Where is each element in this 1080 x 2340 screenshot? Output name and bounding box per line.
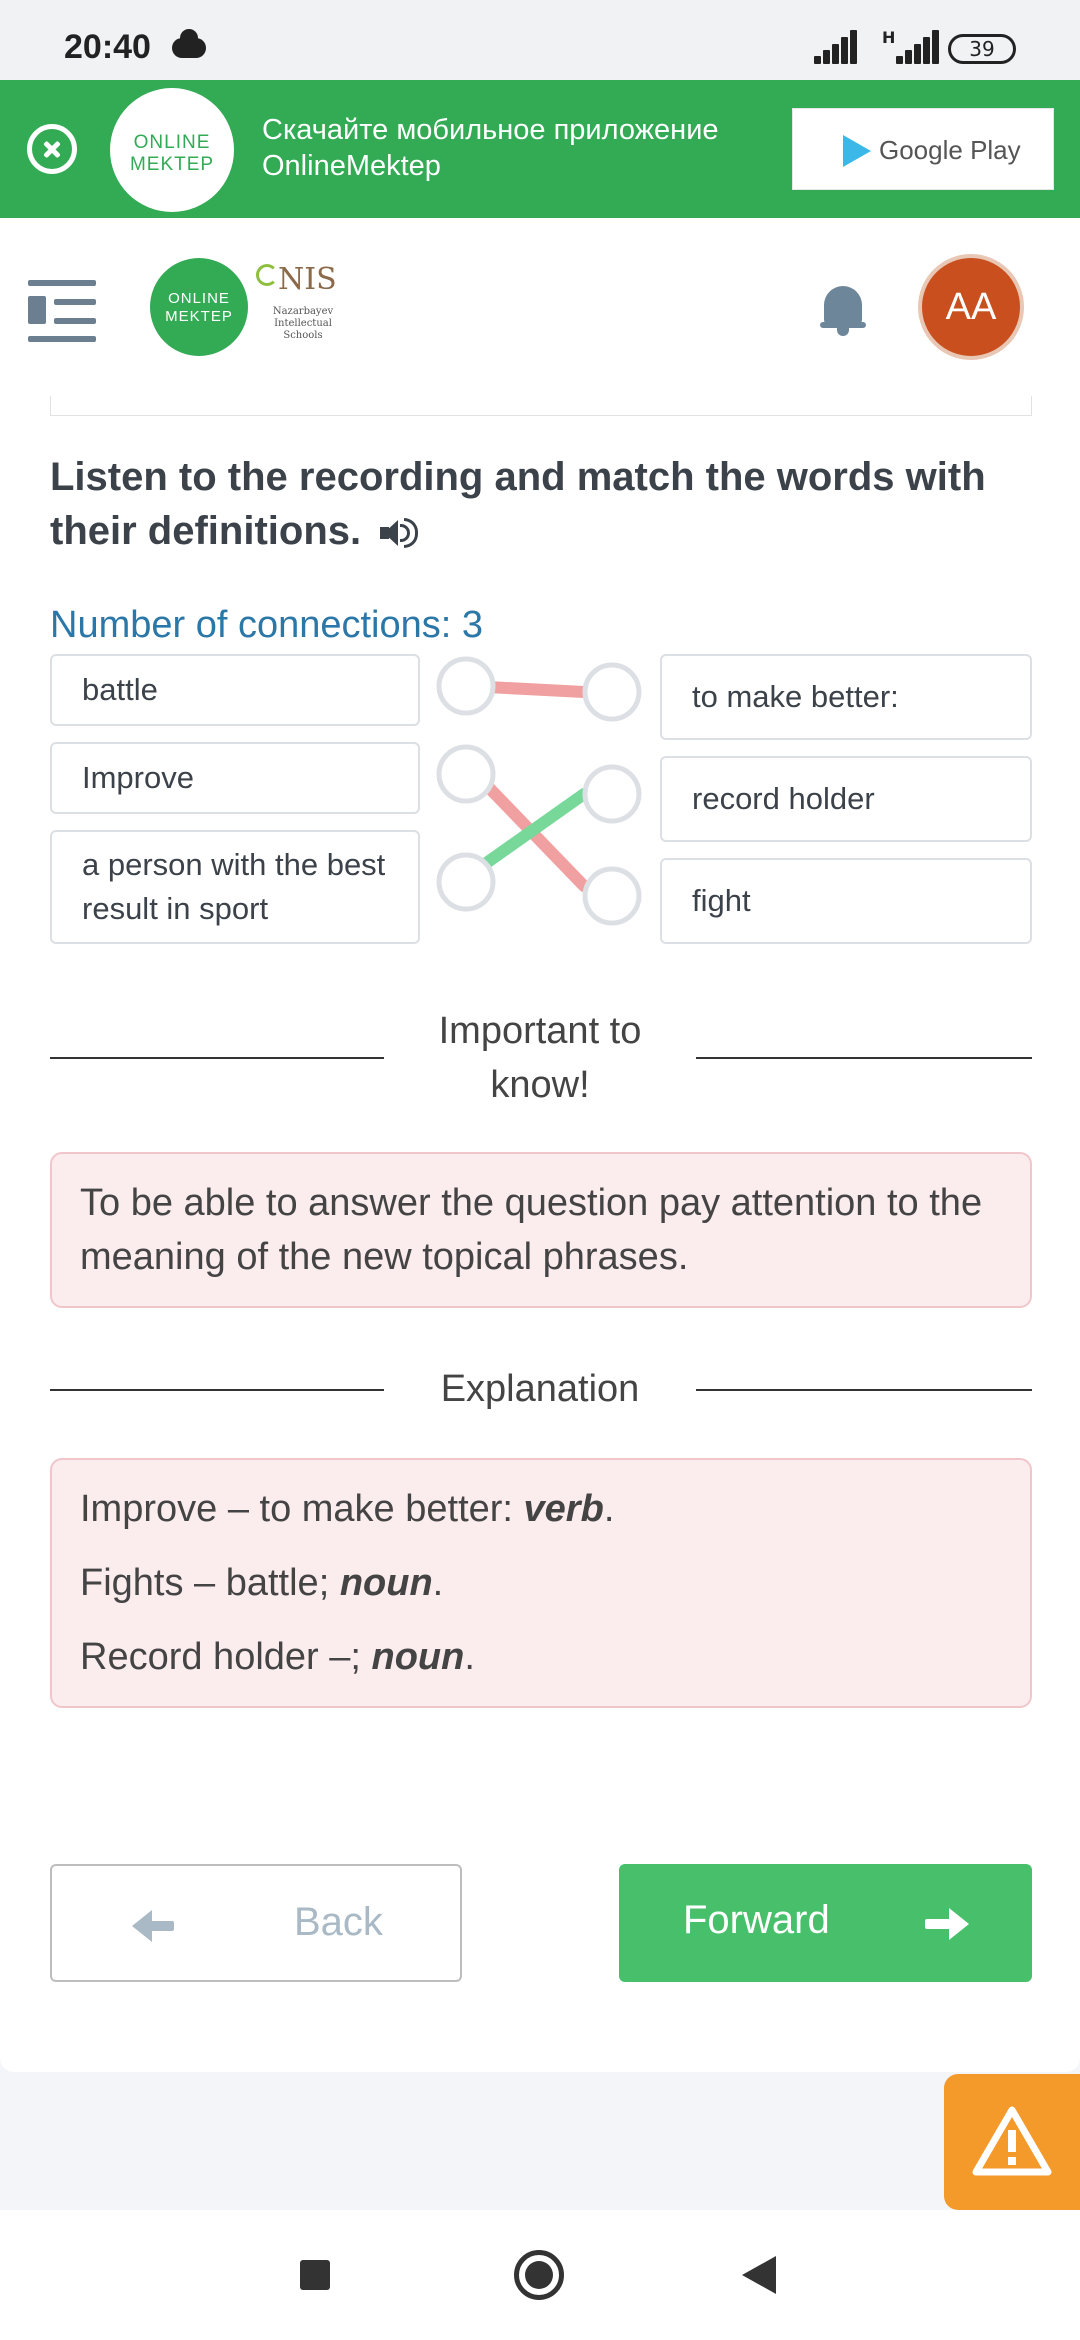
nis-subtitle: Nazarbayev Intellectual Schools	[272, 306, 334, 341]
left-item-person-best-result[interactable]: a person with the best result in sport	[50, 830, 420, 944]
left-connector-person	[439, 855, 493, 909]
speaker-icon[interactable]	[380, 518, 420, 548]
notification-bell-icon[interactable]	[820, 280, 866, 336]
onlinemektep-header-logo[interactable]	[150, 258, 248, 356]
explanation-box	[50, 1458, 1032, 1708]
right-item-record-holder[interactable]: record holder	[660, 756, 1032, 842]
battery-indicator: 39	[948, 34, 1016, 64]
divider-line-right	[696, 1057, 1032, 1059]
nis-name: NIS	[278, 262, 337, 297]
left-connector-battle	[439, 659, 493, 713]
google-play-label: Google Play	[879, 135, 1021, 165]
onlinemektep-logo	[110, 88, 234, 212]
match-connections	[420, 646, 660, 936]
home-icon[interactable]	[514, 2250, 564, 2300]
menu-icon[interactable]	[28, 280, 96, 342]
header-logo-line-1: ONLINE	[168, 290, 230, 307]
left-item-improve[interactable]: Improve	[50, 742, 420, 814]
important-text: To be able to answer the question pay attention to the meaning of the new topical phrases.	[80, 1182, 983, 1278]
forward-button-label: Forward	[683, 1898, 830, 1942]
arrow-right-icon	[925, 1908, 969, 1938]
right-item-fight[interactable]: fight	[660, 858, 1032, 944]
google-play-button[interactable]	[792, 108, 1054, 190]
right-connector-record-holder	[585, 767, 639, 821]
warning-icon	[970, 2104, 1054, 2178]
app-download-banner	[0, 80, 1080, 218]
right-item-to-make-better[interactable]: to make better:	[660, 654, 1032, 740]
system-navigation-bar	[0, 2210, 1080, 2340]
divider-line-left	[50, 1057, 384, 1059]
back-nav-icon[interactable]	[742, 2256, 776, 2294]
status-time: 20:40	[64, 28, 151, 66]
arrow-left-icon	[132, 1910, 176, 1940]
important-title: Important to know!	[438, 1010, 642, 1106]
back-button-label: Back	[294, 1900, 383, 1944]
explanation-line: Record holder –; noun.	[80, 1636, 475, 1678]
recent-apps-icon[interactable]	[300, 2260, 330, 2290]
close-icon[interactable]	[27, 124, 77, 174]
question-heading	[50, 450, 1040, 558]
important-box	[50, 1152, 1032, 1308]
right-connector-fight	[585, 869, 639, 923]
app-header	[0, 218, 1080, 396]
explanation-divider-right	[696, 1389, 1032, 1391]
explanation-line: Improve – to make better: verb.	[80, 1488, 615, 1530]
question-text: Listen to the recording and match the words with their definitions.	[50, 455, 986, 553]
explanation-line: Fights – battle; noun.	[80, 1562, 444, 1604]
header-logo-line-2: MEKTEP	[165, 308, 233, 325]
logo-line-1: ONLINE	[133, 132, 211, 153]
signal-icon-2	[896, 30, 940, 64]
left-connector-improve	[439, 747, 493, 801]
nis-logo	[254, 262, 344, 352]
report-problem-button[interactable]	[944, 2074, 1080, 2210]
network-type-label: H	[882, 28, 896, 47]
signal-icon	[814, 30, 858, 64]
right-connector-to-make-better	[585, 665, 639, 719]
explanation-divider-left	[50, 1389, 384, 1391]
banner-text: Скачайте мобильное приложение OnlineMektep	[262, 114, 719, 182]
status-bar	[0, 0, 1080, 80]
cloud-icon	[172, 38, 206, 58]
connections-count: Number of connections: 3	[50, 604, 484, 646]
explanation-title: Explanation	[440, 1368, 640, 1410]
user-avatar[interactable]: AA	[918, 254, 1024, 360]
google-play-icon	[843, 135, 871, 167]
back-button[interactable]	[50, 1864, 462, 1982]
forward-button[interactable]	[619, 1864, 1032, 1982]
nis-emblem-icon	[256, 264, 278, 286]
left-item-battle[interactable]: battle	[50, 654, 420, 726]
logo-line-2: MEKTEP	[129, 154, 215, 175]
task-card	[0, 396, 1080, 2072]
previous-section-edge	[50, 396, 1032, 416]
